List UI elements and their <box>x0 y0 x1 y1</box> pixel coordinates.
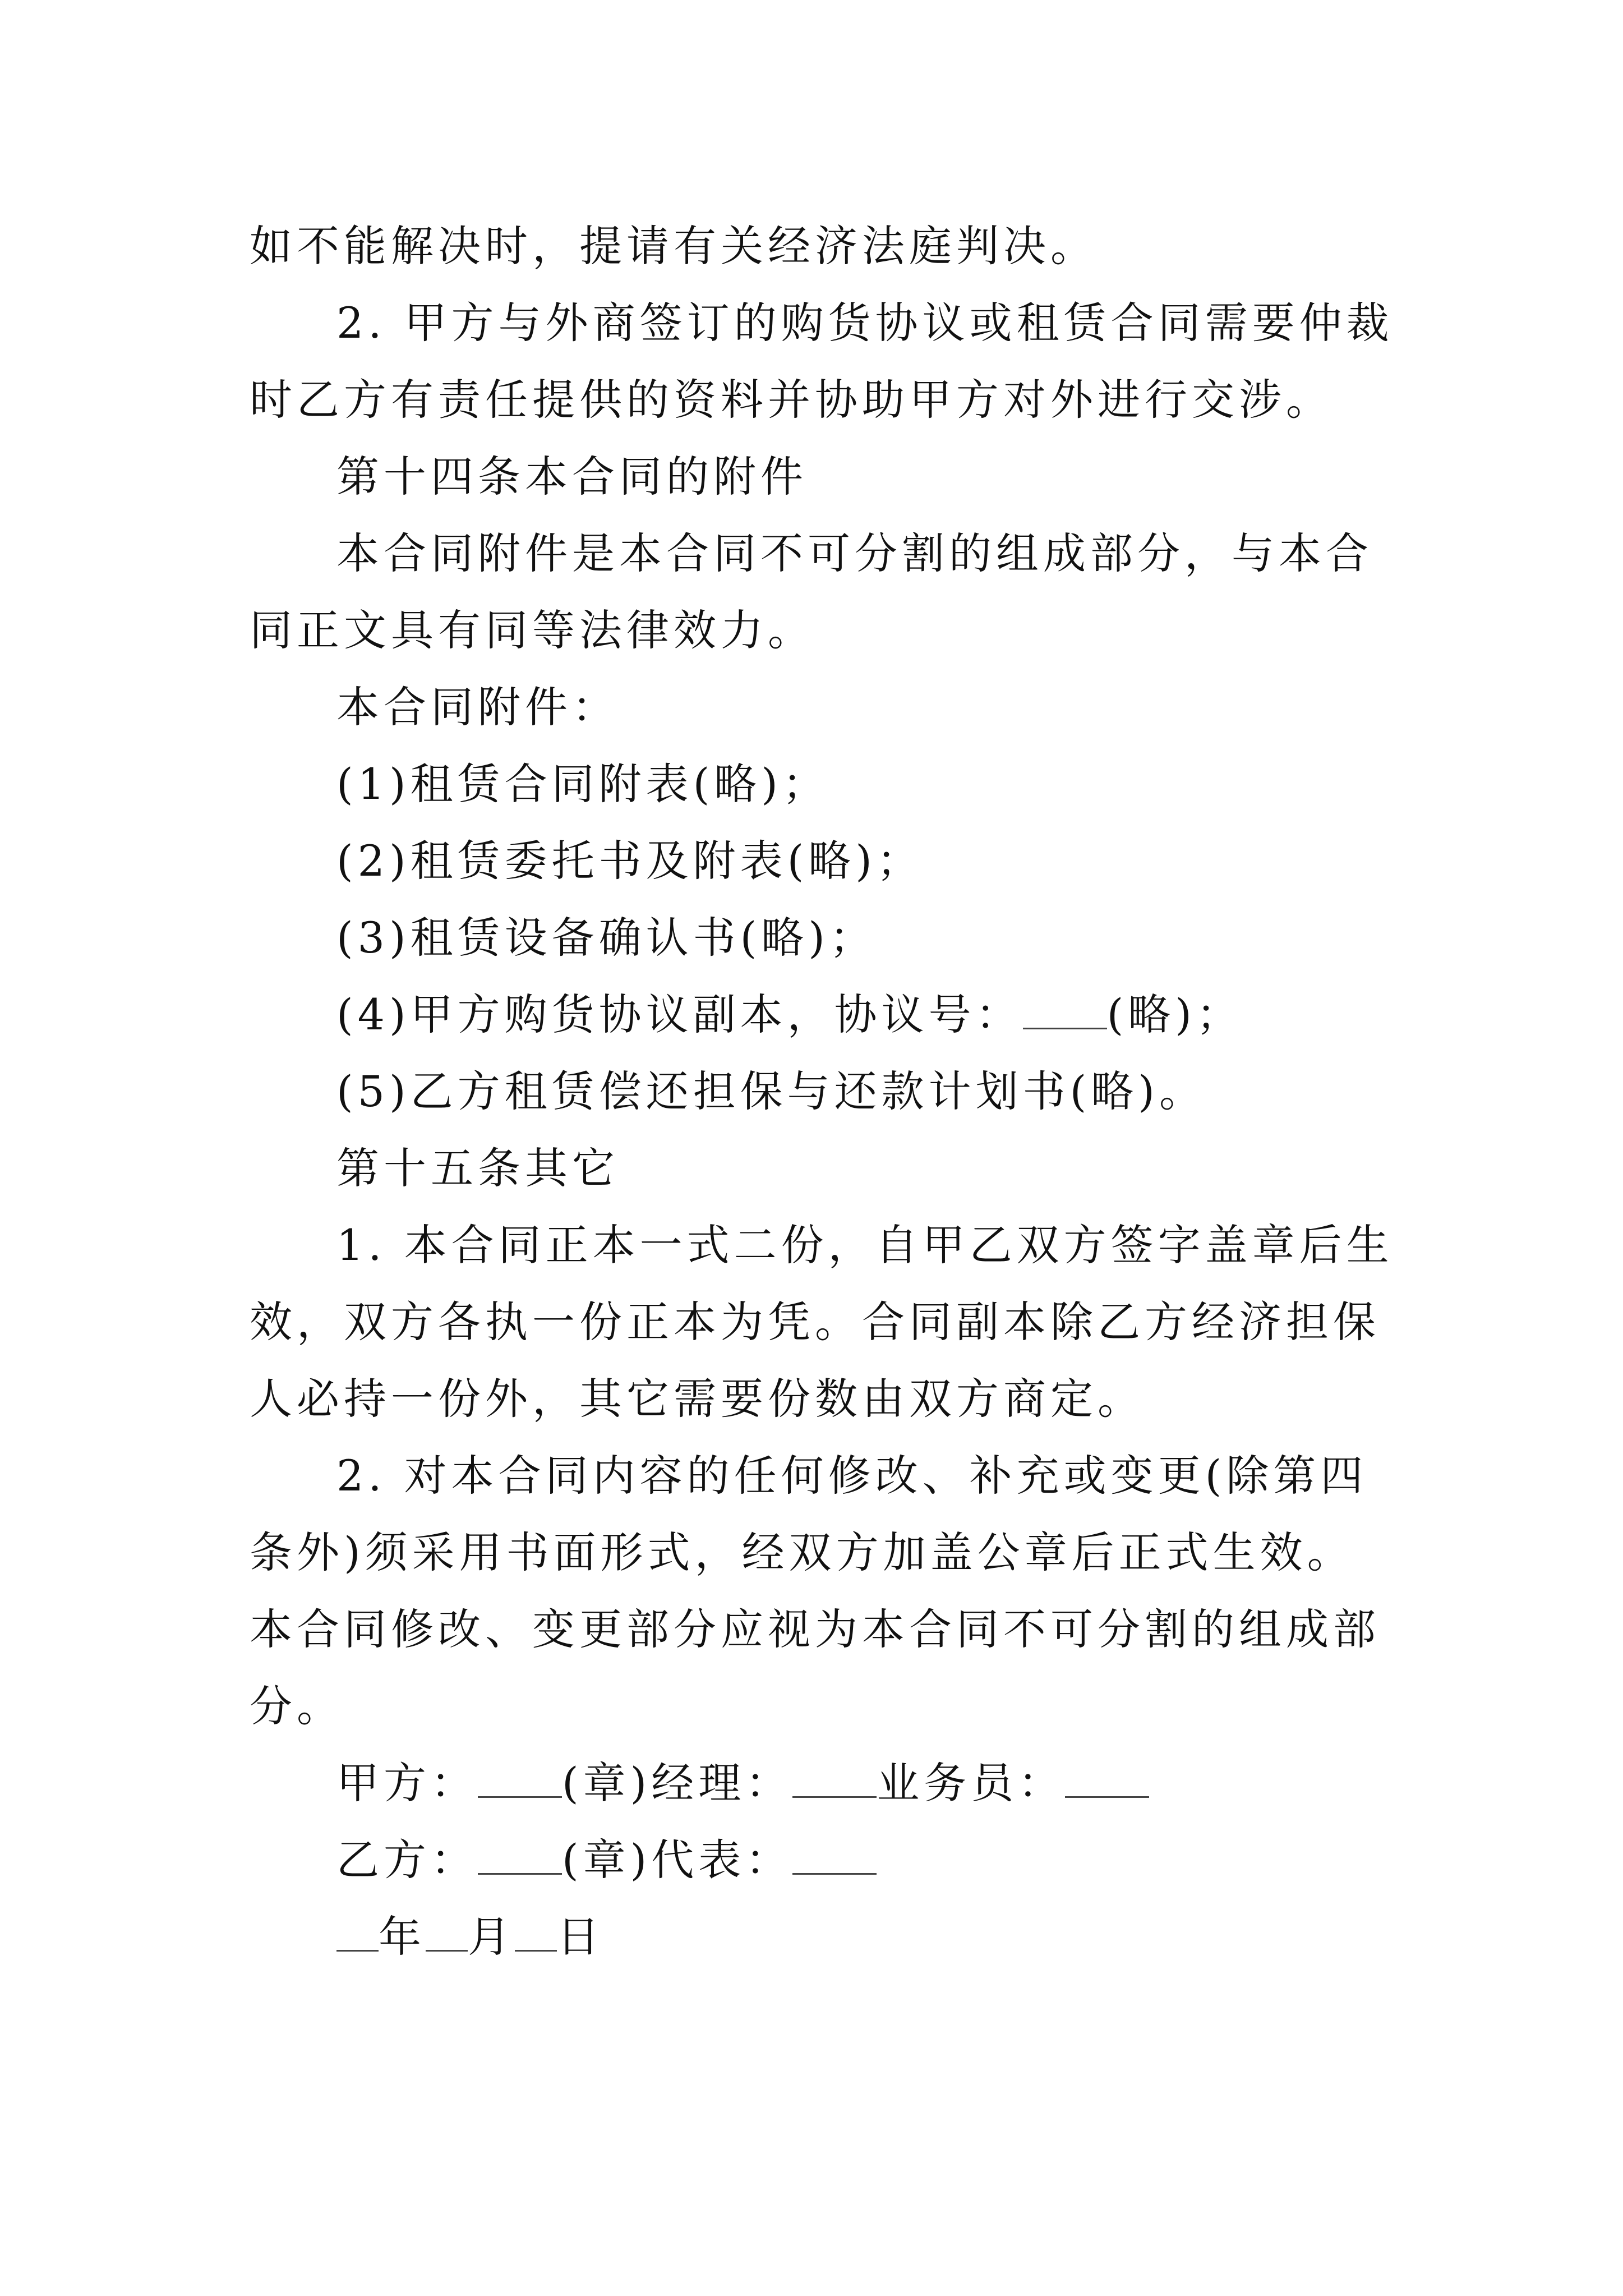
party-b-name-blank <box>478 1839 562 1875</box>
paragraph-foreign-arbitration: 2. 甲方与外商签订的购货协议或租赁合同需要仲裁时乙方有责任提供的资料并协助甲方对外进行交涉。 <box>250 298 1394 425</box>
party-a-manager-blank <box>792 1763 877 1798</box>
attachment-item-2: (2)租赁委托书及附表(略)； <box>336 836 924 886</box>
attachment-item-5: (5)乙方租赁偿还担保与还款计划书(略)。 <box>336 1066 1206 1116</box>
signature-line-party-a <box>250 1745 1394 1821</box>
party-a-staff-blank <box>1065 1763 1149 1798</box>
day-blank <box>515 1916 557 1952</box>
attachment-item-3: (3)租赁设备确认书(略)； <box>336 913 877 963</box>
year-label: 年 <box>379 1912 426 1962</box>
paragraph-arbitration-end: 如不能解决时，提请有关经济法庭判决。 <box>250 221 1098 271</box>
agreement-number-blank <box>1023 994 1107 1029</box>
party-a-staff-label: 业务员： <box>877 1758 1066 1808</box>
party-b-seal-representative-label: (章)代表： <box>562 1835 793 1885</box>
party-a-seal-manager-label: (章)经理： <box>562 1758 793 1808</box>
attachment-item-1: (1)租赁合同附表(略)； <box>336 759 829 809</box>
heading-article-14: 第十四条本合同的附件 <box>336 452 808 501</box>
paragraph-original-copies: 1. 本合同正本一式二份，自甲乙双方签字盖章后生效，双方各执一份正本为凭。合同副本除乙方经济担保人必持一份外，其它需要份数由双方商定。 <box>250 1220 1394 1424</box>
attachment-item-4 <box>250 976 1394 1053</box>
party-a-name-blank <box>478 1763 562 1798</box>
date-line <box>250 1898 1394 1975</box>
heading-article-15: 第十五条其它 <box>336 1143 619 1193</box>
party-b-representative-blank <box>792 1839 877 1875</box>
year-blank <box>336 1916 379 1952</box>
paragraph-attachment-list-title: 本合同附件： <box>336 682 619 732</box>
signature-line-party-b <box>250 1821 1394 1898</box>
party-b-label: 乙方： <box>336 1835 478 1885</box>
month-blank <box>426 1916 468 1952</box>
document-body <box>250 208 1394 1975</box>
attachment-item-4-suffix: (略)； <box>1106 990 1243 1039</box>
attachment-item-4-label: (4)甲方购货协议副本，协议号： <box>336 990 1023 1039</box>
paragraph-attachment-validity: 本合同附件是本合同不可分割的组成部分，与本合同正文具有同等法律效力。 <box>250 528 1373 655</box>
month-label: 月 <box>468 1912 515 1962</box>
paragraph-modifications: 2. 对本合同内容的任何修改、补充或变更(除第四条外)须采用书面形式，经双方加盖公章后正式生效。本合同修改、变更部分应视为本合同不可分割的组成部分。 <box>250 1451 1380 1731</box>
day-label: 日 <box>557 1912 604 1962</box>
party-a-label: 甲方： <box>336 1758 478 1808</box>
